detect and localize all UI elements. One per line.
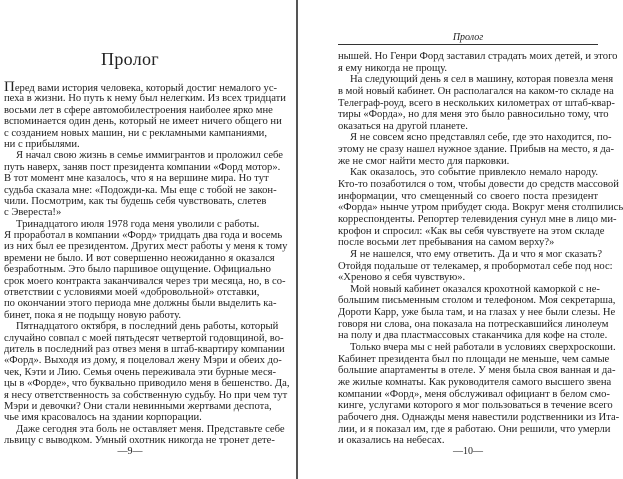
paragraph	[338, 51, 618, 74]
text-line: чек, Кэти и Лию. Семья очень переживала эти бурные меся-	[4, 366, 277, 378]
text-line: корреспонденты. Репортер телевидения сунул мне в лицо ми-	[338, 213, 617, 225]
text-line: В тот момент мне казалось, что я на вершине мира. Но тут	[4, 173, 269, 185]
text-line: Как оказалось, это событие привлекло немало народу.	[350, 167, 598, 179]
text-line: чили. Посмотрим, как ты будешь себя чувствовать, слетев	[4, 195, 267, 207]
text-line: львицу с выводком. Умный охотник никогда не тронет дете-	[4, 435, 275, 447]
text-line: пеха в жизни. Но путь к нему был нелегким. Из всех тридцати	[4, 93, 286, 105]
text-line: говоря ни слова, она показала на потрескавшийся линолеум	[338, 318, 609, 330]
text-line: цы в «Форде», что буквально приводило меня в бешенство. Да,	[4, 378, 290, 390]
page-number: —9—	[117, 446, 143, 457]
text-line: восьми лет в сфере автомобилестроения наиболее ярко мне	[4, 104, 273, 116]
text-line: «Форд». Выходя из дому, я поцеловал жену Мэри и обеих до-	[4, 355, 282, 367]
text-line: Я не совсем ясно представлял себе, где это находится, по-	[350, 132, 612, 144]
text-line: вспоминается один день, который не имеет ничего общего ни	[4, 116, 282, 128]
paragraph	[338, 132, 614, 167]
right-page-text	[338, 51, 623, 447]
paragraph	[4, 321, 290, 424]
text-line: чье имя красовалось на здании корпорации.	[4, 412, 202, 424]
text-line: Дороти Карр, уже была там, и на глазах у нее были слезы. Не	[338, 307, 616, 319]
text-line: На следующий день я сел в машину, которая повезла меня	[350, 74, 614, 86]
paragraph	[4, 150, 283, 219]
paragraph	[338, 74, 615, 132]
text-line: Мой новый кабинет оказался крохотной каморкой с не-	[350, 283, 600, 295]
text-line: после восьми лет пребывания на самом верху?»	[338, 237, 555, 249]
text-line: Я не нашелся, что ему ответить. Да и что я мог сказать?	[350, 248, 603, 260]
paragraph	[338, 342, 620, 447]
text-line: я ему никогда не прощу.	[338, 62, 447, 74]
text-line: Телеграф-роуд, всего в нескольких километрах от штаб-квар-	[338, 97, 615, 109]
paragraph	[338, 283, 616, 342]
right-page	[300, 0, 623, 479]
text-line: в мой новый кабинет. Он располагался на каком-то складе на	[338, 85, 614, 97]
text-line: же жилые комнаты. Как руководителя самого высшего звена	[338, 376, 612, 388]
text-line: срок моего контракта заканчивался через три месяца, но, в со-	[4, 275, 286, 287]
paragraph	[4, 423, 285, 447]
text-line: Отойдя подальше от телекамер, я пробормотал себе под нос:	[338, 260, 613, 272]
text-line: с Эвереста!»	[4, 207, 62, 219]
text-line: Я начал свою жизнь в семье иммигрантов и проложил себе	[16, 150, 283, 162]
text-line: Тринадцатого июля 1978 года меня уволили с работы.	[16, 218, 260, 230]
text-line: нышей. Но Генри Форд заставил страдать моих детей, и этого	[338, 51, 618, 62]
header-rule	[338, 44, 598, 45]
text-line: ни с прибылями.	[4, 138, 80, 150]
text-line: же не смог найти место для парковки.	[338, 155, 510, 167]
paragraph	[4, 218, 288, 322]
text-line: Только вчера мы с ней работали в условиях сверхроскоши.	[350, 342, 616, 354]
text-line: кинге, услугами которого я мог пользоваться в течение всего	[338, 400, 613, 412]
chapter-title: Пролог	[101, 49, 159, 69]
text-line: Мэри и девочки? Они стали невинными жертвами деспота,	[4, 400, 272, 412]
text-line: ответствии с условиями моей «добровольной» отставки,	[4, 287, 260, 299]
text-line: путь наверх, заняв пост президента компании «Форд мотор».	[4, 161, 281, 173]
text-line: бинет, пока я не подыщу новую работу.	[4, 309, 182, 321]
page-gutter-divider	[296, 0, 298, 479]
running-head: Пролог	[452, 32, 484, 43]
text-line: оказаться на другой планете.	[338, 120, 468, 132]
text-line: я несу ответственность за собственную судьбу. Но при чем тут	[4, 389, 288, 401]
text-line: большим письменным столом и телефоном. Моя секретарша,	[338, 295, 616, 307]
text-line: безработным. Это было паршивое ощущение. Официально	[4, 264, 271, 276]
text-line: этому не сразу нашел нужное здание. Прибыв на место, я да-	[338, 144, 614, 156]
text-line: Пятнадцатого октября, в последний день работы, который	[16, 321, 279, 333]
left-page-text	[4, 79, 290, 447]
text-line: большие апартаменты в отеле. У меня была своя ванная и да-	[338, 365, 616, 377]
text-line: с созданием новых машин, ни с рекламными кампаниями,	[4, 127, 267, 139]
text-line: по окончании этого периода мне должны были выделить ка-	[4, 298, 277, 310]
left-page	[0, 0, 297, 479]
text-line: и оказались на небесах.	[338, 435, 445, 447]
text-line: Даже сегодня эта боль не оставляет меня. Представьте себе	[16, 423, 285, 435]
text-line: «Хреново я себя чувствую».	[338, 272, 466, 284]
paragraph	[4, 79, 286, 150]
text-line: тиры «Форда», но для меня это было равносильно тому, что	[338, 109, 609, 121]
text-line: Кто-то позаботился о том, чтобы довести до средств массовой	[338, 179, 619, 191]
text-line: случайно совпал с моей пятьдесят четвертой годовщиной, во-	[4, 332, 284, 344]
text-line: из них был ее президентом. Других мест работы у меня к тому	[4, 241, 288, 253]
text-line: Перед вами история человека, который достиг немалого ус-	[4, 79, 278, 95]
text-line: компании «Форд», меня обслуживал официант в белом смо-	[338, 388, 610, 400]
text-line: информации, что смещенный со своего поста президент	[338, 190, 598, 202]
text-line: дитель в последний раз отвез меня в штаб-квартиру компании	[4, 343, 285, 355]
initial-letter: П	[4, 79, 15, 95]
text-line: «Форда» нынче утром прибудет сюда. Вокруг меня столпились	[338, 202, 623, 214]
paragraph	[338, 167, 623, 249]
text-line: лии, и я показал им, где я работаю. Они решили, что умерли	[338, 423, 611, 435]
text-line: судьба сказала мне: «Подожди-ка. Мы еще с тобой не закон-	[4, 184, 277, 196]
page-number: —10—	[453, 446, 483, 457]
paragraph	[338, 248, 613, 284]
text-line: крофон и спросил: «Как вы себя чувствуете на этом складе	[338, 225, 605, 237]
text-line: времени не было. И вот совершенно неожиданно я оказался	[4, 252, 275, 264]
text-line: на полу и два пластмассовых стаканчика для кофе на столе.	[338, 330, 608, 342]
text-line: рабочего дня. Однажды меня навестили родственники из Ита-	[338, 411, 620, 423]
text-line: Кабинет президента был по площади не меньше, чем самые	[338, 353, 610, 365]
text-line: Я проработал в компании «Форд» тридцать два года и восемь	[4, 230, 283, 242]
